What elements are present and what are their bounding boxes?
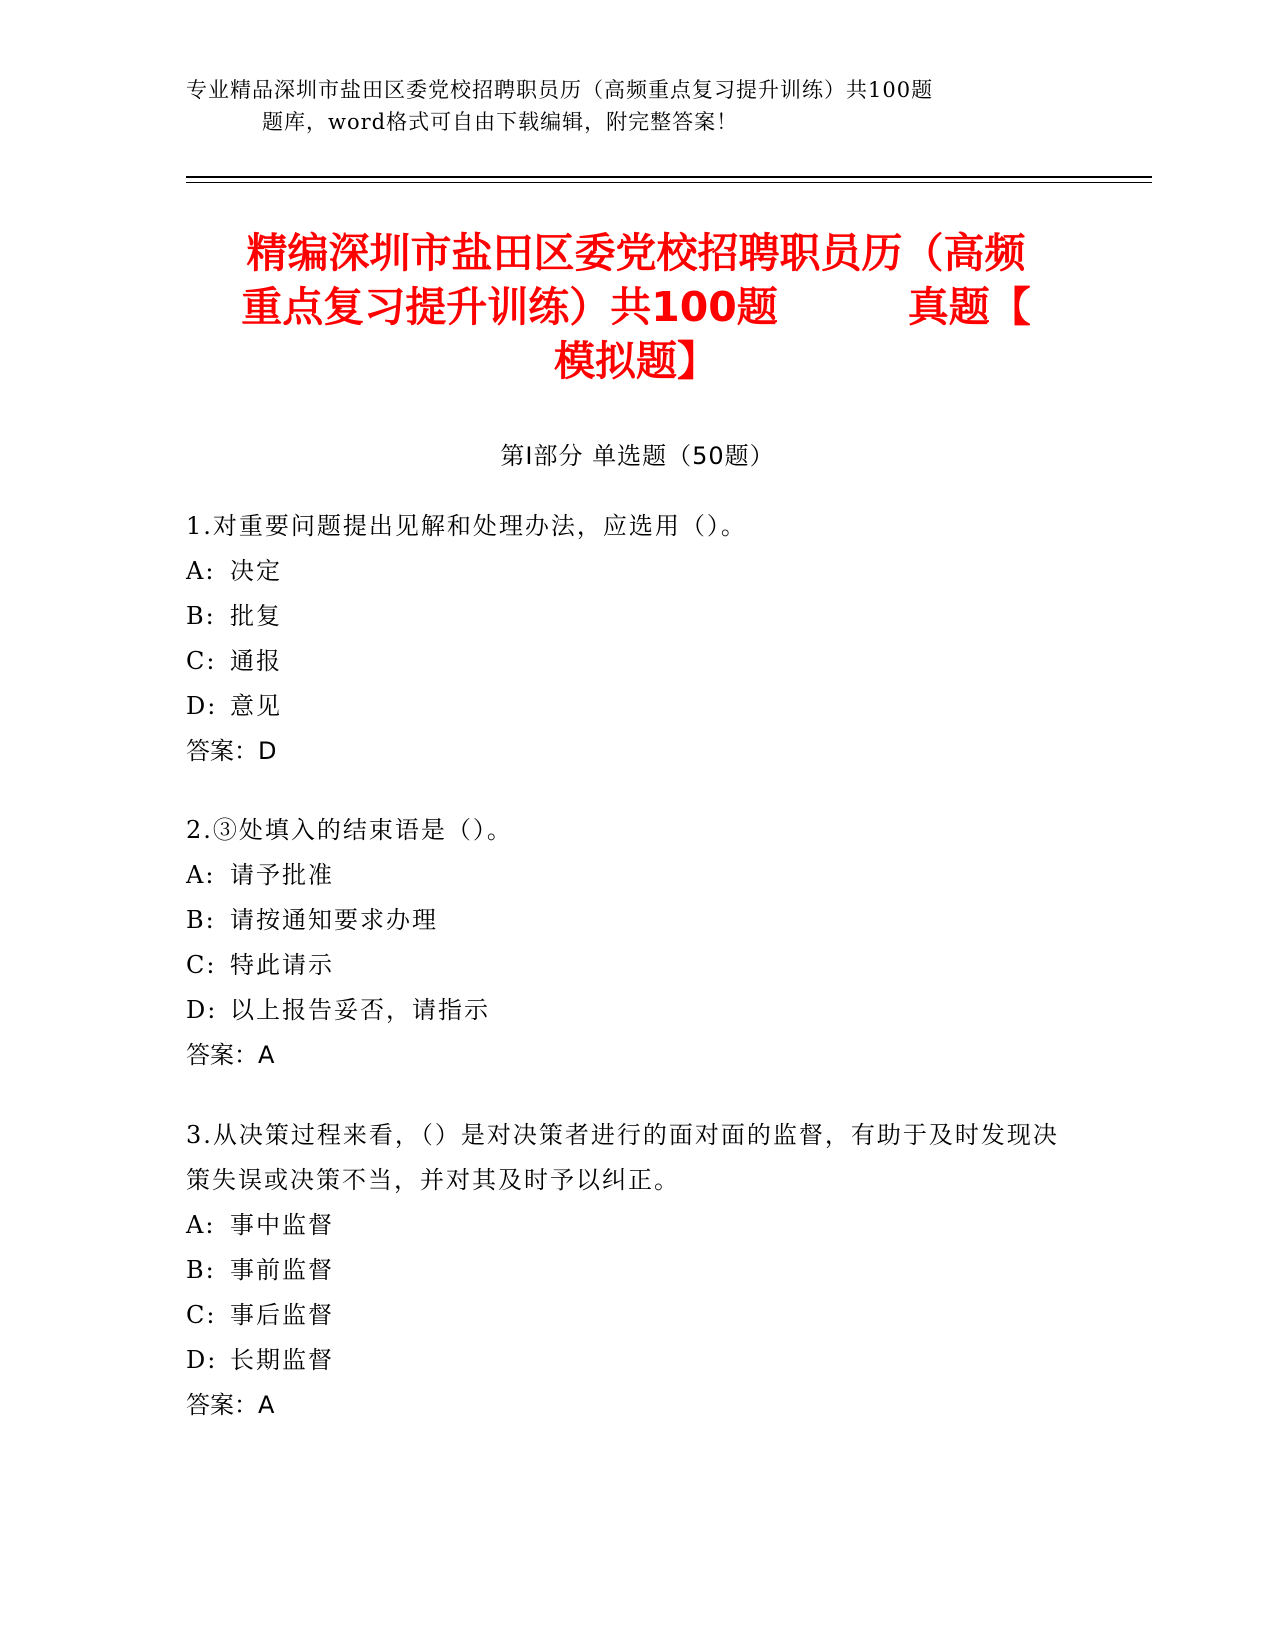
option-letter: B: — [186, 906, 216, 934]
option-letter: D: — [186, 1346, 218, 1374]
option-a — [186, 1203, 1066, 1248]
option-text: 决定 — [230, 557, 282, 585]
title-line-2b: 真题【 — [907, 283, 1031, 331]
option-letter: A: — [186, 861, 216, 889]
title-line-2 — [186, 280, 1086, 334]
header-line-1: 专业精品深圳市盐田区委党校招聘职员历（高频重点复习提升训练）共100题 — [186, 78, 934, 102]
option-text: 以上报告妥否，请指示 — [230, 996, 490, 1024]
option-text: 通报 — [230, 647, 282, 675]
document-title — [186, 226, 1086, 388]
option-letter: C: — [186, 647, 217, 675]
section-title: 第I部分 单选题（50题） — [500, 442, 775, 470]
option-letter: B: — [186, 1256, 216, 1284]
option-letter: B: — [186, 602, 216, 630]
title-line-1: 精编深圳市盐田区委党校招聘职员历（高频 — [246, 229, 1026, 277]
option-text: 事前监督 — [230, 1256, 334, 1284]
option-text: 批复 — [230, 602, 282, 630]
answer: 答案：A — [186, 1041, 275, 1069]
option-text: 事中监督 — [230, 1211, 334, 1239]
question-stem: 1.对重要问题提出见解和处理办法，应选用（）。 — [186, 512, 747, 540]
option-letter: C: — [186, 951, 217, 979]
option-a — [186, 549, 1066, 594]
page-header — [186, 74, 1046, 138]
option-letter: A: — [186, 1211, 216, 1239]
title-line-3: 模拟题】 — [554, 337, 718, 385]
title-line-2a: 重点复习提升训练）共100题 — [241, 283, 778, 331]
option-b — [186, 1248, 1066, 1293]
option-b — [186, 594, 1066, 639]
question-stem: 3.从决策过程来看，（）是对决策者进行的面对面的监督，有助于及时发现决策失误或决策不当，并对其及时予以纠正。 — [186, 1121, 1059, 1194]
option-text: 事后监督 — [230, 1301, 334, 1329]
option-d — [186, 1338, 1066, 1383]
header-divider-thin — [186, 182, 1152, 183]
option-c — [186, 1293, 1066, 1338]
option-text: 长期监督 — [230, 1346, 334, 1374]
option-b — [186, 898, 1066, 943]
header-line-2: 题库，word格式可自由下载编辑，附完整答案！ — [262, 110, 739, 134]
question-stem: 2.③处填入的结束语是（）。 — [186, 816, 513, 844]
option-text: 特此请示 — [230, 951, 334, 979]
option-d — [186, 988, 1066, 1033]
option-text: 意见 — [230, 692, 282, 720]
option-letter: D: — [186, 996, 218, 1024]
question-1 — [186, 504, 1066, 774]
answer: 答案：D — [186, 737, 277, 765]
option-letter: C: — [186, 1301, 217, 1329]
option-d — [186, 684, 1066, 729]
answer: 答案：A — [186, 1391, 275, 1419]
option-c — [186, 639, 1066, 684]
option-text: 请按通知要求办理 — [230, 906, 438, 934]
option-letter: D: — [186, 692, 218, 720]
option-letter: A: — [186, 557, 216, 585]
option-c — [186, 943, 1066, 988]
option-text: 请予批准 — [230, 861, 334, 889]
option-a — [186, 853, 1066, 898]
header-divider-thick — [186, 176, 1152, 178]
question-3 — [186, 1113, 1066, 1428]
question-2 — [186, 808, 1066, 1078]
